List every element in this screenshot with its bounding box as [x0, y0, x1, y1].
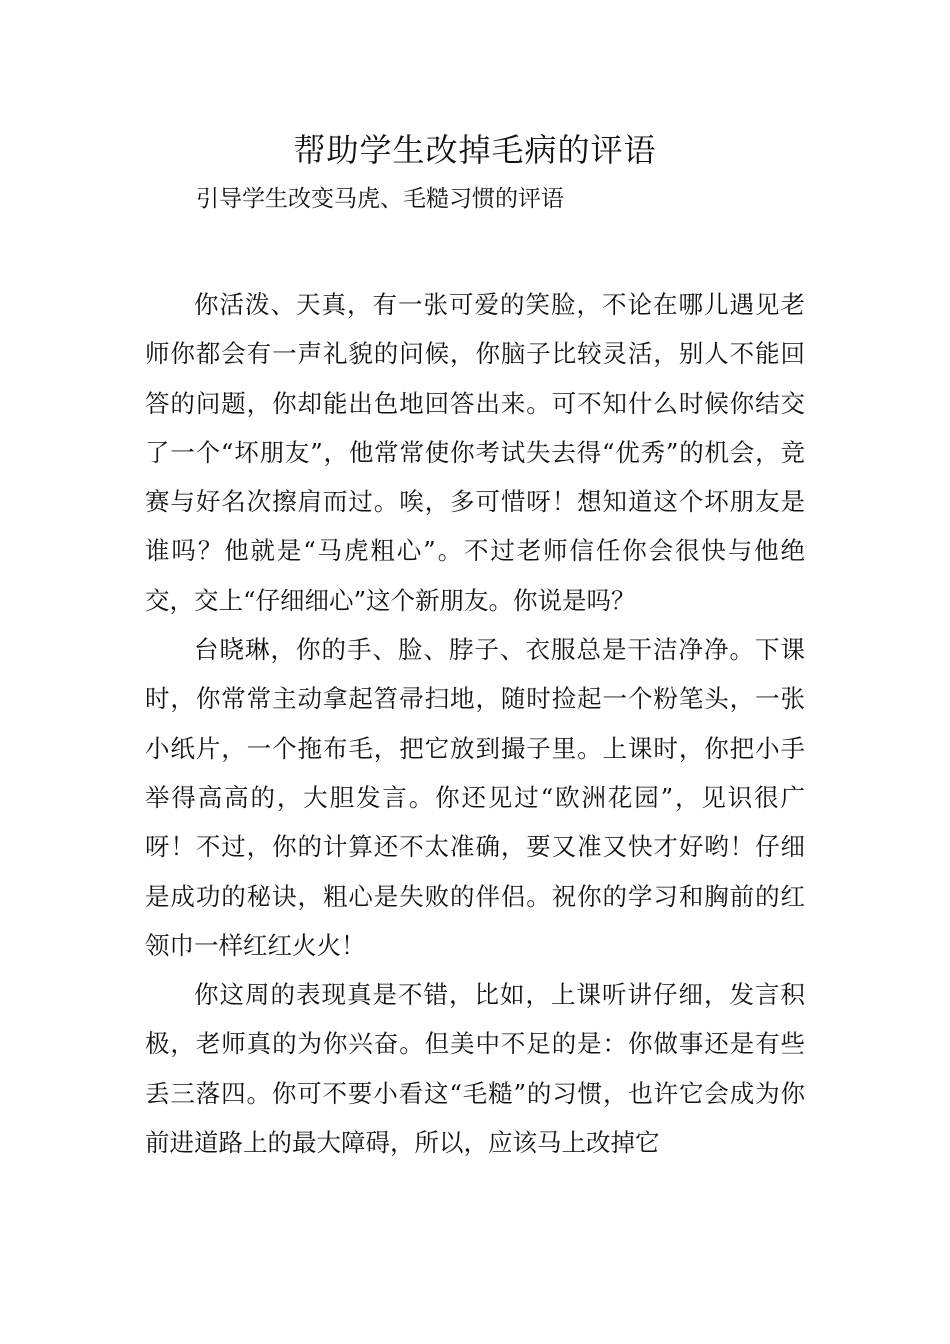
- document-subtitle: 引导学生改变马虎、毛糙习惯的评语: [196, 186, 564, 212]
- paragraph-1: 你活泼、天真，有一张可爱的笑脸，不论在哪儿遇见老师你都会有一声礼貌的问候，你脑子比较灵活，别人不能回答的问题，你却能出色地回答出来。可不知什么时候你结交了一个“坏朋友”，他常常使你考试失去得“优秀”的机会，竞赛与好名次擦肩而过。唉，多可惜呀！想知道这个坏朋友是谁吗？他就是“马虎粗心”。不过老师信任你会很快与他绝交，交上“仔细细心”这个新朋友。你说是吗？: [145, 290, 805, 615]
- document-title: 帮助学生改掉毛病的评语: [293, 131, 657, 169]
- paragraph-2: 台晓琳，你的手、脸、脖子、衣服总是干洁净净。下课时，你常常主动拿起笤帚扫地，随时捡起一个粉笔头，一张小纸片，一个拖布毛，把它放到撮子里。上课时，你把小手举得高高的，大胆发言。你还见过“欧洲花园”，见识很广呀！不过，你的计算还不太准确，要又准又快才好哟！仔细是成功的秘诀，粗心是失败的伴侣。祝你的学习和胸前的红领巾一样红红火火！: [145, 635, 805, 960]
- paragraph-3: 你这周的表现真是不错，比如，上课听讲仔细，发言积极，老师真的为你兴奋。但美中不足的是：你做事还是有些丢三落四。你可不要小看这“毛糙”的习惯，也许它会成为你前进道路上的最大障碍，所以，应该马上改掉它: [145, 980, 805, 1158]
- document-body: [145, 280, 805, 1167]
